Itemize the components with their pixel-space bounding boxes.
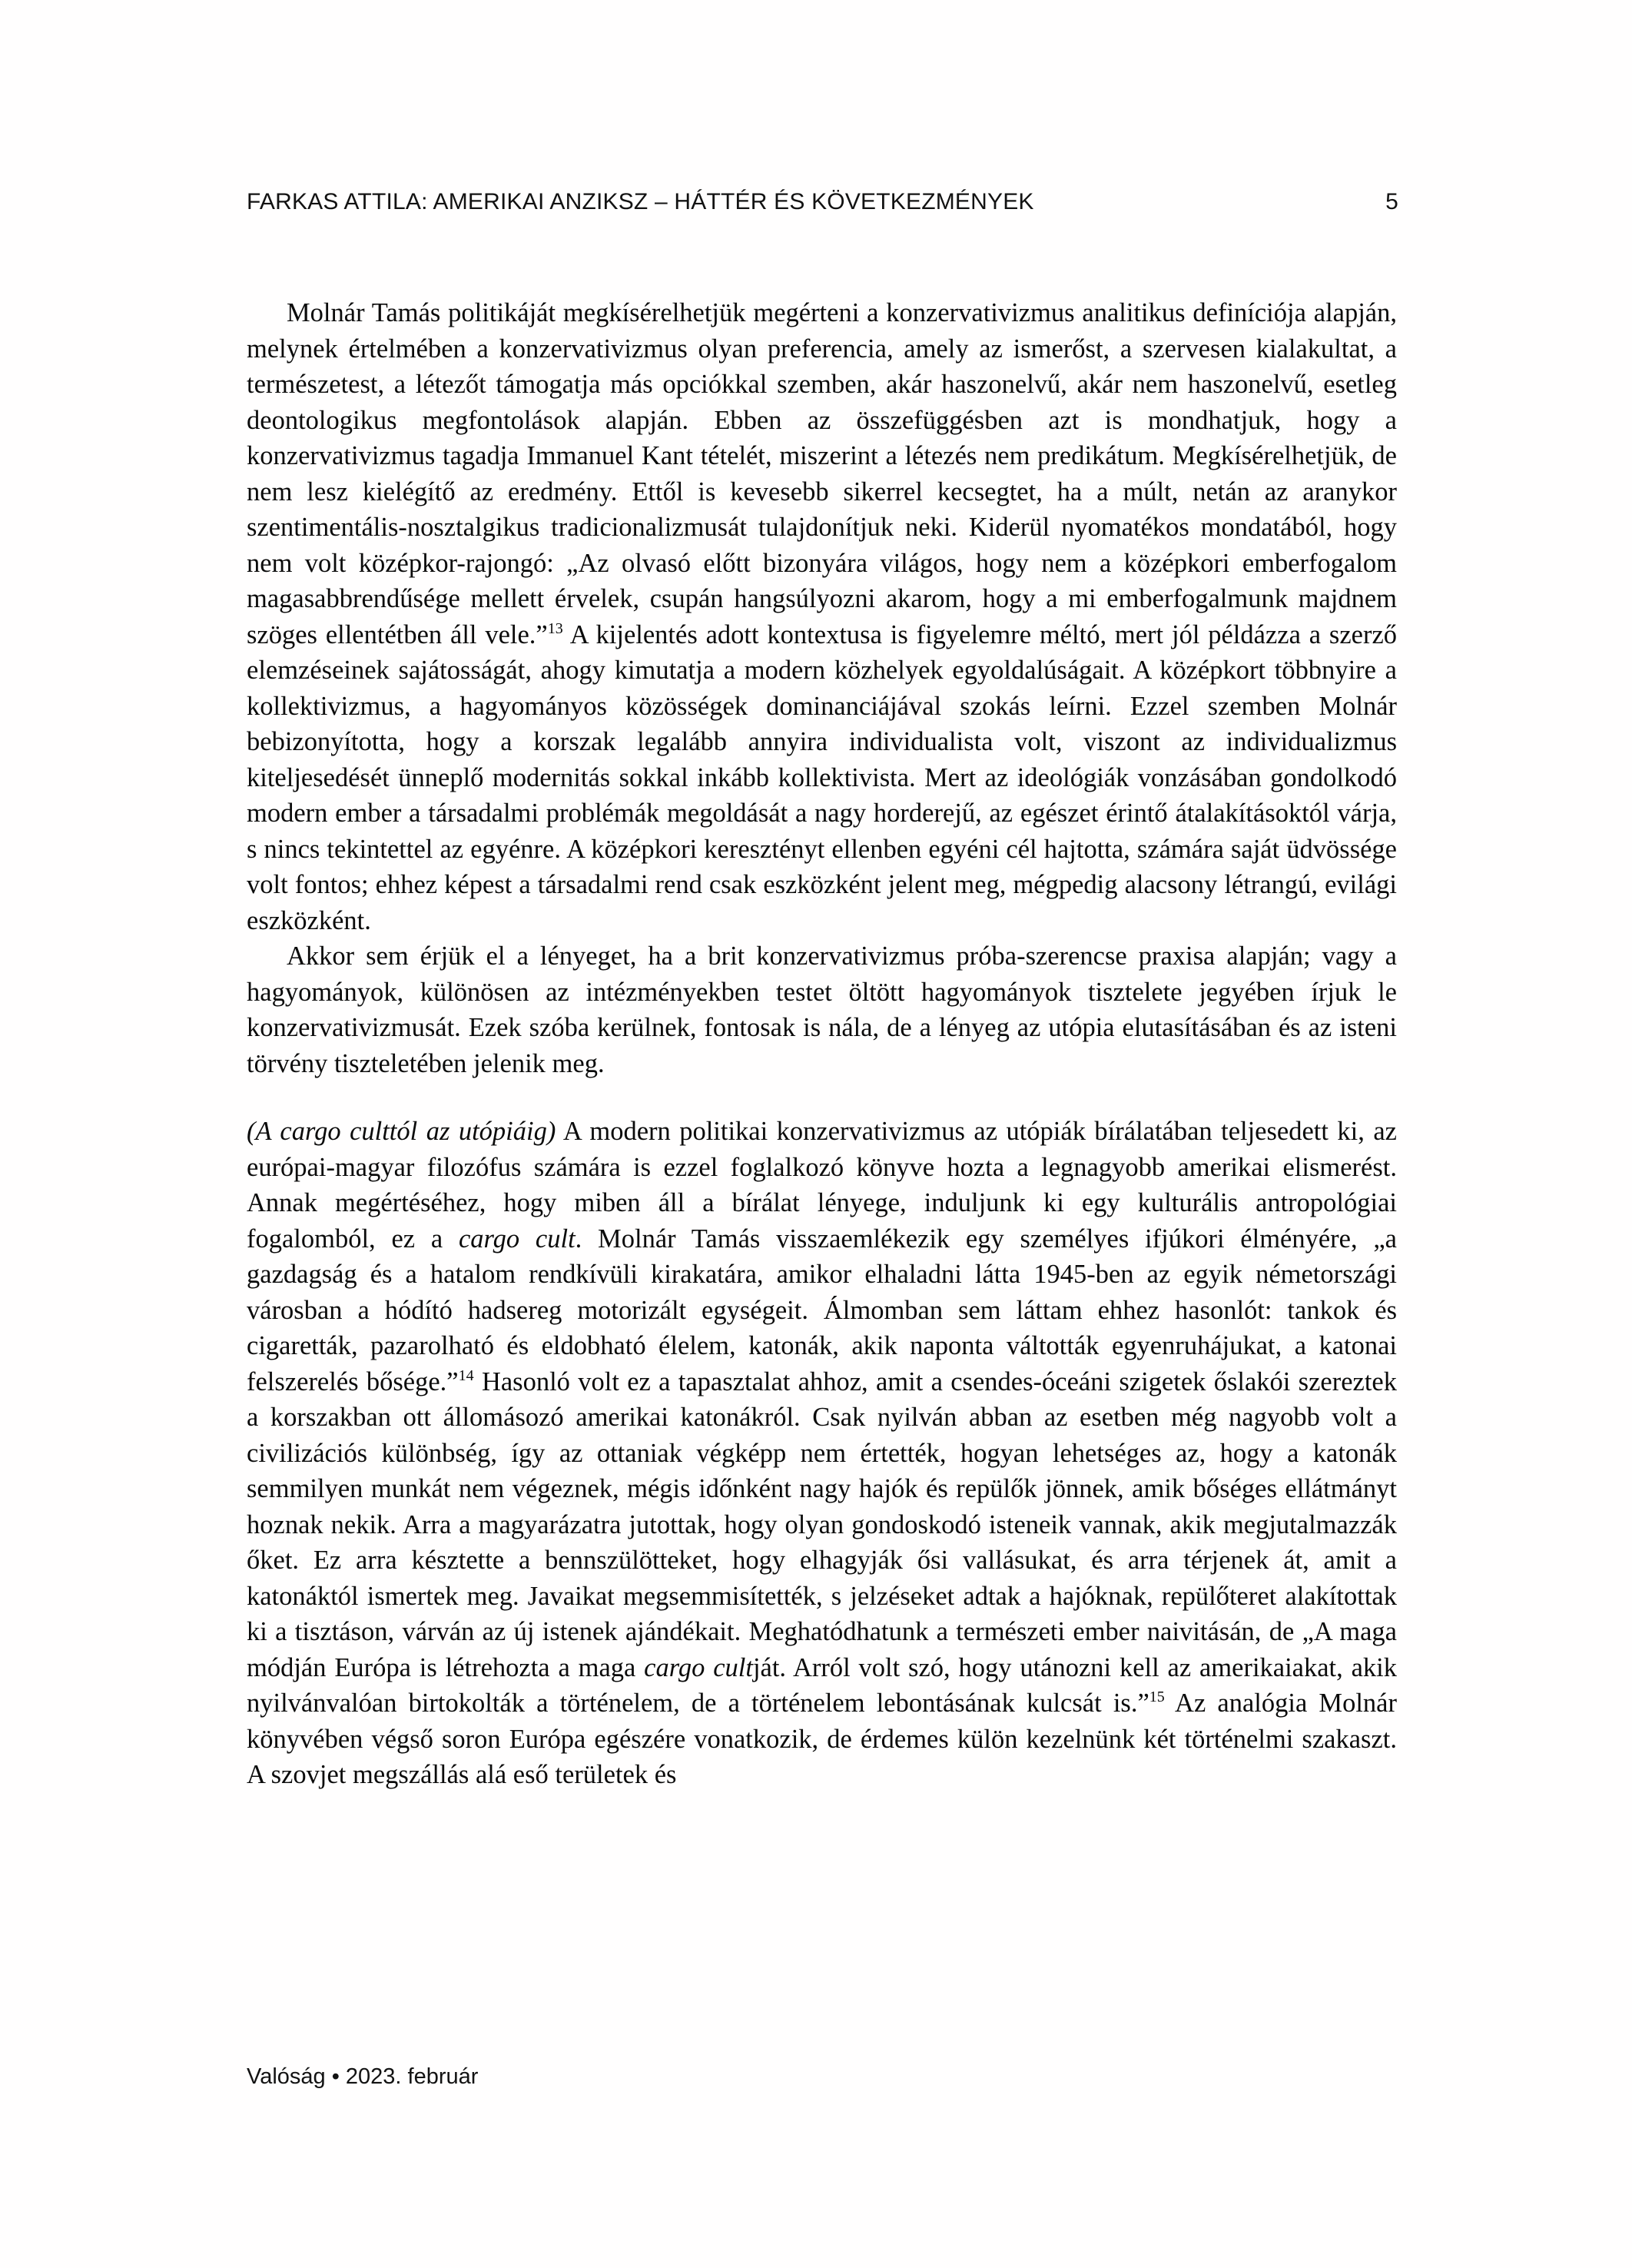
footnote-reference: 14 [458, 1366, 474, 1384]
page-number: 5 [1385, 189, 1398, 214]
text-run: A kijelentés adott kontextusa is figyelemre méltó, mert jól példázza a szerző elemzéseinek sajátosságát, ahogy kimutatja a modern közhelyek egyoldalúságait. A középkort többnyire a kollektivizmus, a hagyományos közösségek dominanciájával szokás leírni. Ezzel szemben Molnár bebizonyította, hogy a korszak legalább annyira individualista volt, viszont az individualizmus kiteljesedését ünneplő modernitás sokkal inkább kollektivista. Mert az ideológiák vonzásában gondolkodó modern ember a társadalmi problémák megoldását a nagy horderejű, az egészet érintő átalakításoktól várja, s nincs tekintettel az egyénre. A középkori keresztényt ellenben egyéni cél hajtotta, számára saját üdvössége volt fontos; ehhez képest a társadalmi rend csak eszközként jelent meg, mégpedig alacsony létrangú, evilági eszközként. [247, 619, 1398, 935]
text-run: ját. Arról volt szó, hogy utánozni kell az amerikaiakat, akik nyilvánvalóan birtokolták a történelem, de a történelem lebontásának kulcsát is.” [247, 1652, 1397, 1718]
italic-text-run: cargo cult [458, 1224, 576, 1254]
section-a-cargo-culttol-az-utopiaig [247, 1114, 1397, 1793]
text-run: Akkor sem érjük el a lényeget, ha a brit konzervativizmus próba-szerencse praxisa alapján; vagy a hagyományok, különösen az intézményekben testet öltött hagyományok tisztelete jegyében írjuk le konzervativizmusát. Ezek szóba kerülnek, fontosak is nála, de a lényeg az utópia elutasításában és az isteni törvény tiszteletében jelenik meg. [247, 941, 1397, 1078]
page-footer [247, 2064, 478, 2090]
article-body [247, 295, 1397, 1793]
italic-text-run: (A cargo culttól az utópiáig) [247, 1117, 556, 1146]
page-header [247, 189, 1398, 215]
text-run: Hasonló volt ez a tapasztalat ahhoz, amit a csendes-óceáni szigetek őslakói szereztek a korszakban ott állomásozó amerikai katonákról. Csak nyilván abban az esetben még nagyobb volt a civilizációs különbség, így az ottaniak végképp nem értették, hogyan lehetséges az, hogy a katonák semmilyen munkát nem végeznek, mégis időnként nagy hajók és repülők jönnek, amik bőséges ellátmányt hoznak nekik. Arra a magyarázatra jutottak, hogy olyan gondoskodó isteneik vannak, akik megjutalmazzák őket. Ez arra késztette a bennszülötteket, hogy elhagyják ősi vallásukat, és arra térjenek át, amit a katonáktól ismertek meg. Javaikat megsemmisítették, s jelzéseket adtak a hajóknak, repülőteret alakítottak ki a tisztáson, várván az új istenek ajándékait. Meghatódhatunk a természeti ember naivitásán, de „A maga módján Európa is létrehozta a maga [247, 1366, 1397, 1682]
italic-text-run: cargo cult [644, 1652, 753, 1682]
journal-issue-label: Valóság • 2023. február [247, 2064, 479, 2089]
text-run: . Molnár Tamás visszaemlékezik egy személyes ifjúkori élményére, „a gazdagság és a hatalom rendkívüli kirakatára, amikor elhaladni látta 1945-ben az egyik németországi városban a hódító hadsereg motorizált egységeit. Álmomban sem láttam ehhez hasonlót: tankok és cigaretták, pazarolható és eldobható élelem, katonák, akik naponta váltották egyenruhájukat, a katonai felszerelés bősége.” [247, 1224, 1397, 1396]
text-run: A modern politikai konzervativizmus az utópiák bírálatában teljesedett ki, az európai-magyar filozófus számára is ezzel foglalkozó könyve hozta a legnagyobb amerikai elismerést. Annak megértéséhez, hogy miben áll a bírálat lényege, induljunk ki egy kulturális antropológiai fogalomból, ez a [247, 1117, 1397, 1254]
text-run: Az analógia Molnár könyvében végső soron Európa egészére vonatkozik, de érdemes külön kezelnünk két történelmi szakaszt. A szovjet megszállás alá eső területek és [247, 1689, 1397, 1789]
footnote-reference: 15 [1149, 1689, 1165, 1705]
paragraph-brit-konzervativizmus [247, 938, 1397, 1081]
text-run: Molnár Tamás politikáját megkísérelhetjük megérteni a konzervativizmus analitikus definíciója alapján, melynek értelmében a konzervativizmus olyan preferencia, amely az ismerőst, a szervesen kialakultat, a természetest, a létezőt támogatja más opciókkal szemben, akár haszonelvű, akár nem haszonelvű, esetleg deontologikus megfontolások alapján. Ebben az összefüggésben azt is mondhatjuk, hogy a konzervativizmus tagadja Immanuel Kant tételét, miszerint a létezés nem predikátum. Megkísérelhetjük, de nem lesz kielégítő az eredmény. Ettől is kevesebb sikerrel kecsegtet, ha a múlt, netán az aranykor szentimentális-nosztalgikus tradicionalizmusát tulajdonítjuk neki. Kiderül nyomatékos mondatából, hogy nem volt középkor-rajongó: „Az olvasó előtt bizonyára világos, hogy nem a középkori emberfogalom magasabbrendűsége mellett érvelek, csupán hangsúlyozni akarom, hogy a mi emberfogalmunk majdnem szöges ellentétben áll vele.” [247, 298, 1397, 649]
paragraph-konzervativizmus-definicio [247, 295, 1397, 938]
running-title: FARKAS ATTILA: AMERIKAI ANZIKSZ – HÁTTÉR ÉS KÖVETKEZMÉNYEK [247, 189, 1034, 214]
footnote-reference: 13 [547, 619, 563, 637]
